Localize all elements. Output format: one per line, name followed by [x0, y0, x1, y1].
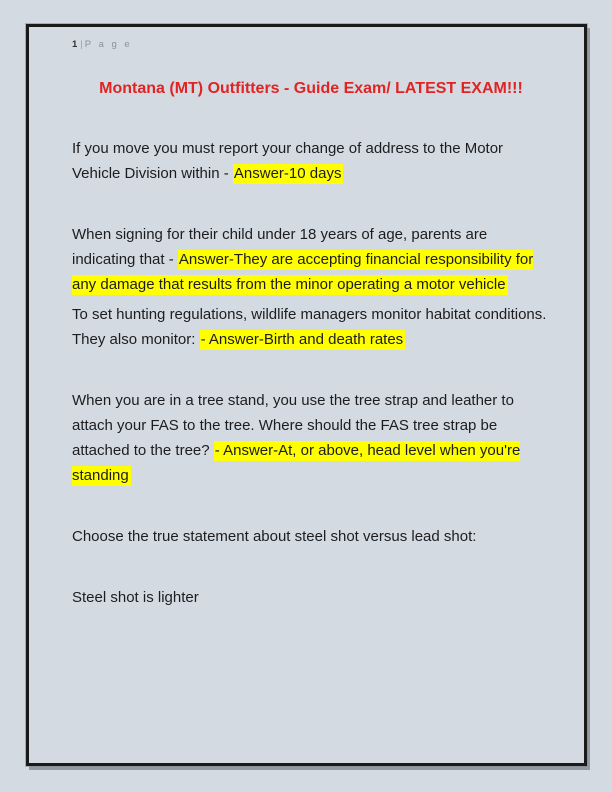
answer-highlight: Answer-10 days	[233, 165, 342, 182]
paragraph	[72, 524, 550, 549]
page-header	[72, 38, 584, 51]
document-title: Montana (MT) Outfitters - Guide Exam/ LATEST EXAM!!!	[99, 80, 523, 97]
paragraph	[72, 388, 550, 488]
answer-highlight: - Answer-Birth and death rates	[200, 331, 404, 348]
paragraph	[72, 136, 550, 186]
paragraph	[72, 222, 550, 297]
question-text: Choose the true statement about steel shot versus lead shot:	[72, 528, 477, 545]
question-text: When signing for their child under 18 years of age, parents are indicating that -	[72, 226, 488, 268]
paragraph	[72, 302, 550, 352]
page-header-label: P a g e	[84, 39, 133, 50]
paragraph	[72, 585, 550, 610]
question-text: Steel shot is lighter	[72, 589, 199, 606]
page-number-separator: |	[80, 39, 83, 50]
question-text: If you move you must report your change of address to the Motor Vehicle Division within -	[72, 140, 504, 182]
question-text: To set hunting regulations, wildlife managers monitor habitat conditions. They also monitor:	[72, 306, 547, 348]
answer-highlight: Answer-They are accepting financial responsibility for any damage that results from the minor operating a motor vehicle	[72, 251, 534, 293]
page-number: 1	[72, 39, 79, 50]
document-page	[26, 24, 587, 766]
document-body	[72, 136, 550, 610]
question-text: When you are in a tree stand, you use the tree strap and leather to attach your FAS to the tree. Where should the FAS tree strap be attached to the tree?	[72, 392, 514, 459]
answer-highlight: - Answer-At, or above, head level when you're standing	[72, 442, 521, 484]
